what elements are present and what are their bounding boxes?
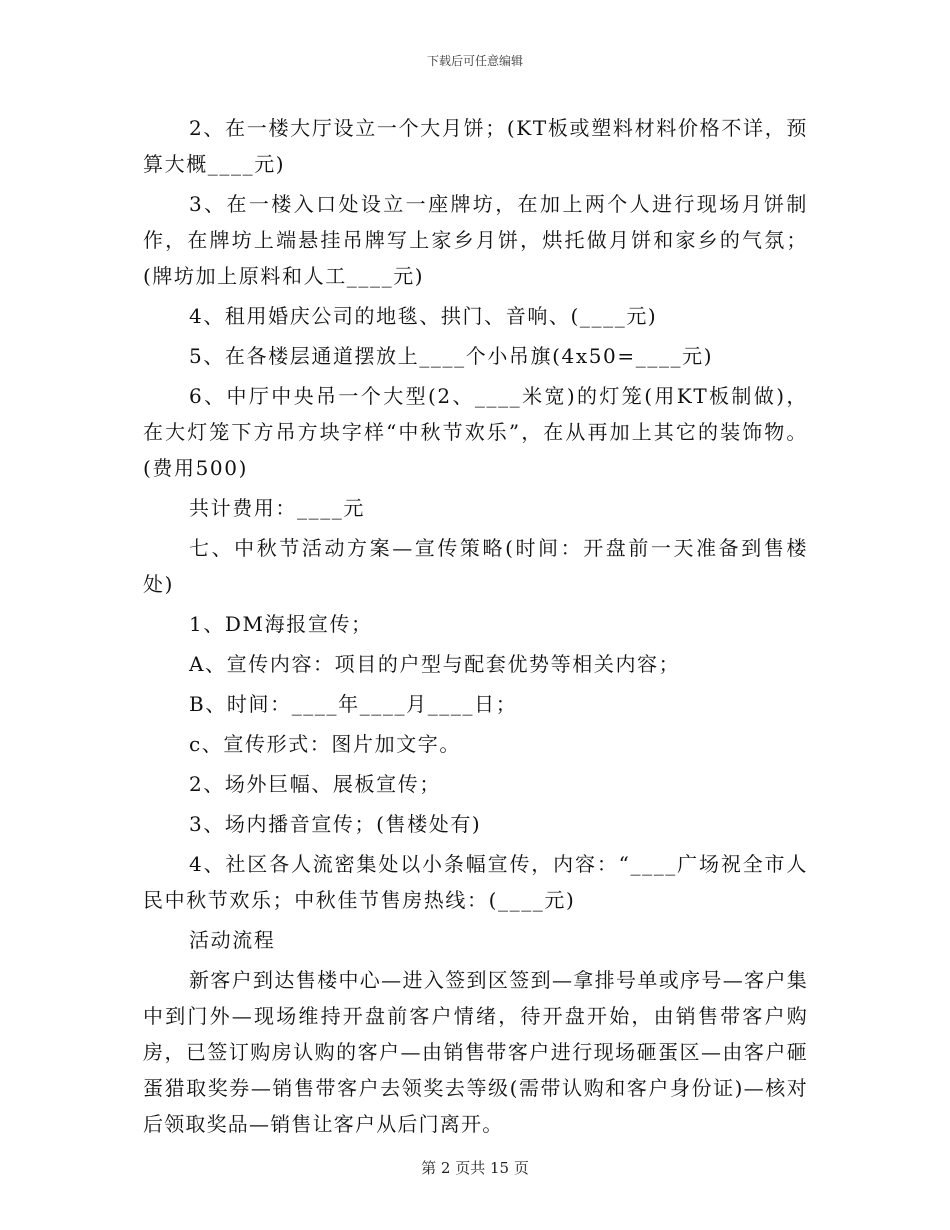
paragraph-dm-poster: 1、DM海报宣传；	[189, 612, 373, 636]
page-header: 下载后可任意编辑	[426, 54, 523, 68]
paragraph-item-2: 2、在一楼大厅设立一个大月饼；(KT板或塑料材料价格不详，预算大概____元)	[143, 116, 808, 176]
paragraph-item-3: 3、在一楼入口处设立一座牌坊，在加上两个人进行现场月饼制作，在牌坊上端悬挂吊牌写上家乡月饼，烘托做月饼和家乡的气氛；(牌坊加上原料和人工____元)	[143, 192, 808, 288]
section-heading-promotion: 七、中秋节活动方案—宣传策略(时间：开盘前一天准备到售楼处)	[143, 536, 808, 596]
paragraph-item-6: 6、中厅中央吊一个大型(2、____米宽)的灯笼(用KT板制做)，在大灯笼下方吊方块字样“中秋节欢乐”，在从再加上其它的装饰物。(费用500)	[143, 384, 808, 480]
paragraph-activity-flow: 新客户到达售楼中心—进入签到区签到—拿排号单或序号—客户集中到门外—现场维持开盘前客户情绪，待开盘开始，由销售带客户购房，已签订购房认购的客户—由销售带客户进行现场砸蛋区—由客户砸蛋猎取奖券—销售带客户去领奖去等级(需带认购和客户身份证)—核对后领取奖品—销售让客户从后门离开。	[143, 968, 808, 1136]
paragraph-promo-content: A、宣传内容：项目的户型与配套优势等相关内容；	[189, 652, 681, 676]
page-footer: 第 2 页共 15 页	[421, 1159, 529, 1177]
paragraph-indoor-broadcast: 3、场内播音宣传；(售楼处有)	[189, 812, 482, 836]
paragraph-community-banner: 4、社区各人流密集处以小条幅宣传，内容：“____广场祝全市人民中秋节欢乐；中秋佳节售房热线：(____元)	[143, 852, 808, 912]
paragraph-item-5: 5、在各楼层通道摆放上____个小吊旗(4x50=____元)	[189, 344, 714, 368]
paragraph-item-4: 4、租用婚庆公司的地毯、拱门、音响、(____元)	[189, 304, 658, 328]
paragraph-outdoor-banner: 2、场外巨幅、展板宣传；	[189, 772, 441, 796]
paragraph-total-cost: 共计费用：____元	[189, 496, 365, 520]
paragraph-promo-time: B、时间：____年____月____日；	[189, 692, 518, 716]
document-body	[143, 110, 808, 1146]
paragraph-promo-form: c、宣传形式：图片加文字。	[189, 732, 462, 756]
heading-activity-flow: 活动流程	[189, 928, 276, 952]
